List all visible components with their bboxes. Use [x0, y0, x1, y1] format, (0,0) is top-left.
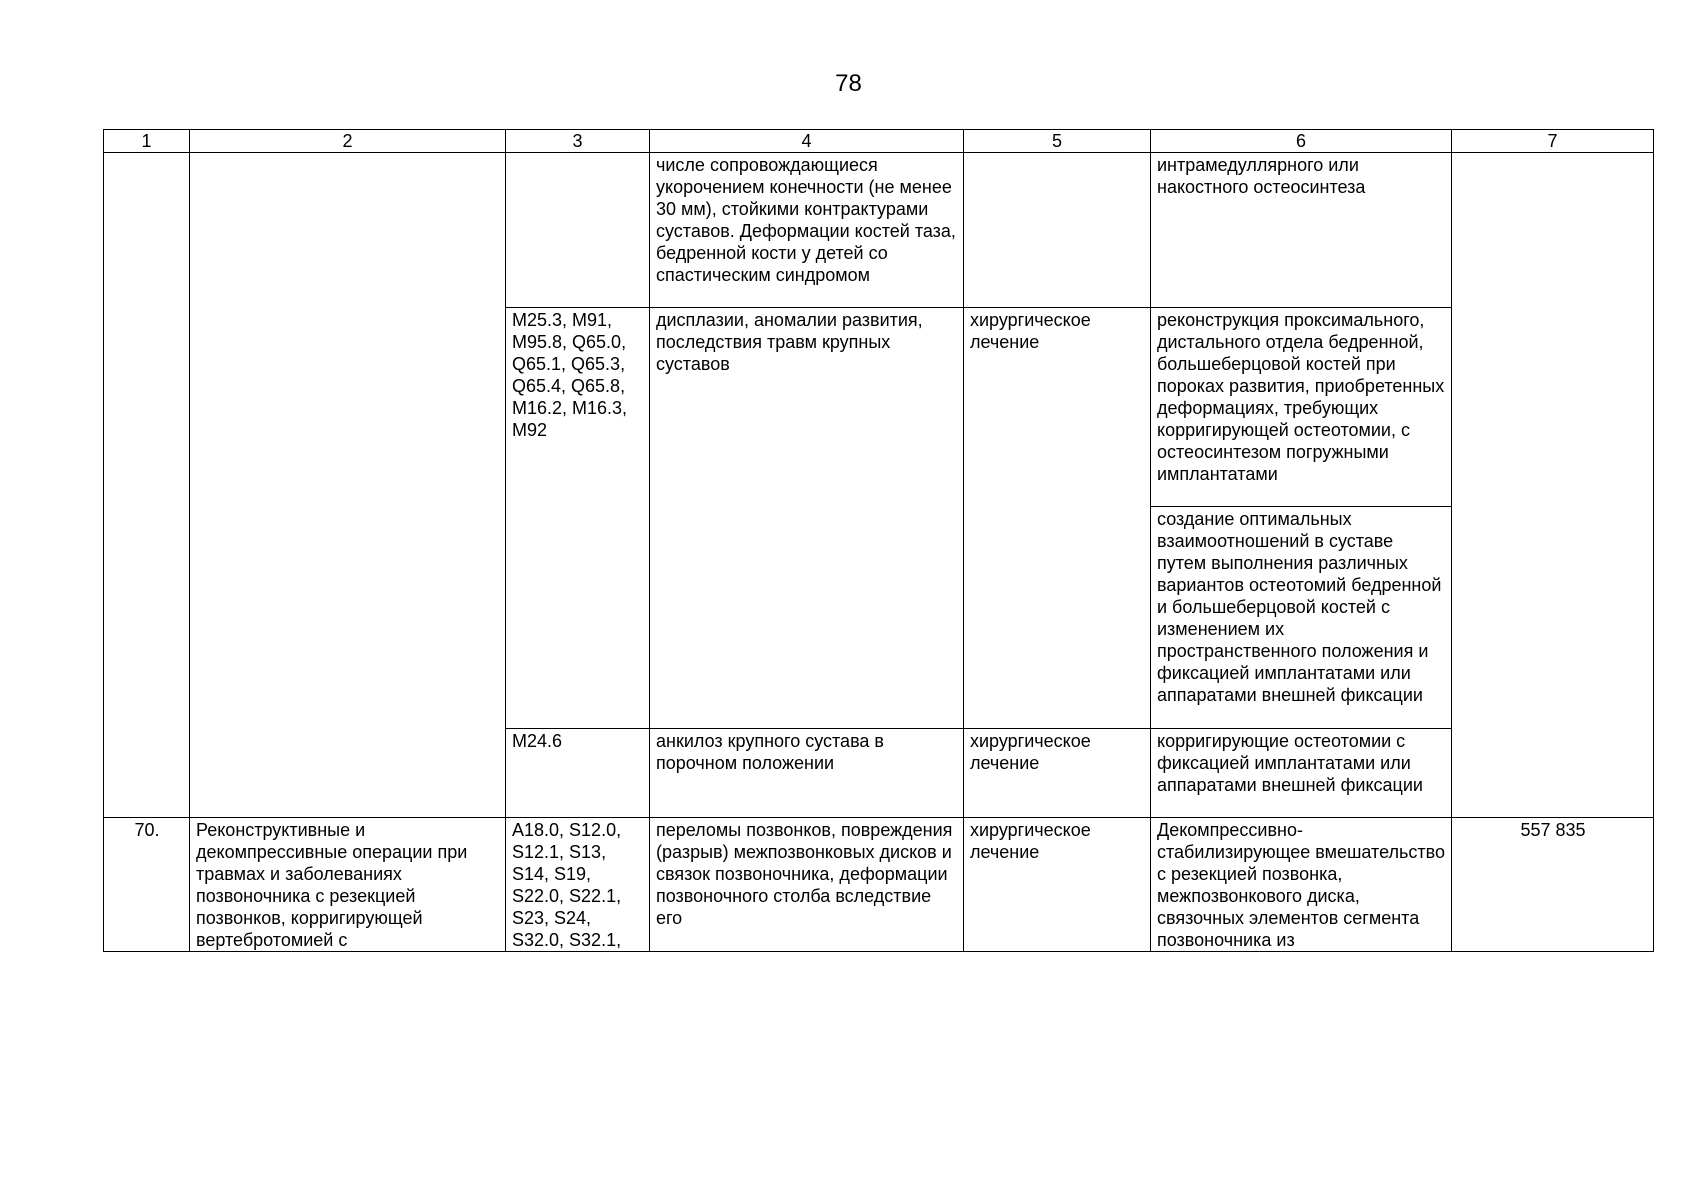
cell-row70-codes: A18.0, S12.0, S12.1, S13, S14, S19, S22.0, S22.1, S23, S24, S32.0, S32.1, [506, 818, 650, 952]
cell-method-group2-2: создание оптимальных взаимоотношений в суставе путем выполнения различных вариантов остеотомий бедренной и большеберцовой костей с изменением их пространственного положения и фиксацией имплантатами или аппаратами внешней фиксации [1151, 507, 1452, 729]
table-row [104, 153, 1654, 308]
cell-name-continued [190, 153, 506, 818]
header-col-2: 2 [190, 130, 506, 153]
cell-row70-name: Реконструктивные и декомпрессивные операции при травмах и заболеваниях позвоночника с резекцией позвонков, корригирующей вертебротомией с [190, 818, 506, 952]
cell-cost-continued [1452, 153, 1654, 818]
cell-num-continued [104, 153, 190, 818]
header-col-4: 4 [650, 130, 964, 153]
cell-treatment-continued [964, 153, 1151, 308]
cell-method-continued: интрамедуллярного или накостного остеосинтеза [1151, 153, 1452, 308]
cell-codes-group2: M25.3, M91, M95.8, Q65.0, Q65.1, Q65.3, Q65.4, Q65.8, M16.2, M16.3, M92 [506, 308, 650, 729]
cell-method-group3: корригирующие остеотомии с фиксацией имплантатами или аппаратами внешней фиксации [1151, 729, 1452, 818]
cell-row70-method: Декомпрессивно-стабилизирующее вмешательство с резекцией позвонка, межпозвонкового диска, связочных элементов сегмента позвоночника из [1151, 818, 1452, 952]
cell-treatment-group2: хирургическое лечение [964, 308, 1151, 729]
header-col-5: 5 [964, 130, 1151, 153]
cell-treatment-group3: хирургическое лечение [964, 729, 1151, 818]
table-row [104, 818, 1654, 952]
cell-model-group3: анкилоз крупного сустава в порочном положении [650, 729, 964, 818]
page-number: 78 [835, 70, 862, 97]
services-table [103, 129, 1654, 952]
cell-row70-treatment: хирургическое лечение [964, 818, 1151, 952]
cell-codes-group3: M24.6 [506, 729, 650, 818]
cell-model-continued: числе сопровождающиеся укорочением конечности (не менее 30 мм), стойкими контрактурами суставов. Деформации костей таза, бедренной кости у детей со спастическим синдромом [650, 153, 964, 308]
cell-row70-cost: 557 835 [1452, 818, 1654, 952]
header-col-3: 3 [506, 130, 650, 153]
cell-row70-model: переломы позвонков, повреждения (разрыв) межпозвонковых дисков и связок позвоночника, деформации позвоночного столба вследствие его [650, 818, 964, 952]
cell-row70-num: 70. [104, 818, 190, 952]
header-col-6: 6 [1151, 130, 1452, 153]
cell-method-group2-1: реконструкция проксимального, дистального отдела бедренной, большеберцовой костей при пороках развития, приобретенных деформациях, требующих корригирующей остеотомии, с остеосинтезом погружными имплантатами [1151, 308, 1452, 507]
header-col-7: 7 [1452, 130, 1654, 153]
cell-codes-continued [506, 153, 650, 308]
header-row [104, 130, 1654, 153]
header-col-1: 1 [104, 130, 190, 153]
cell-model-group2: дисплазии, аномалии развития, последствия травм крупных суставов [650, 308, 964, 729]
